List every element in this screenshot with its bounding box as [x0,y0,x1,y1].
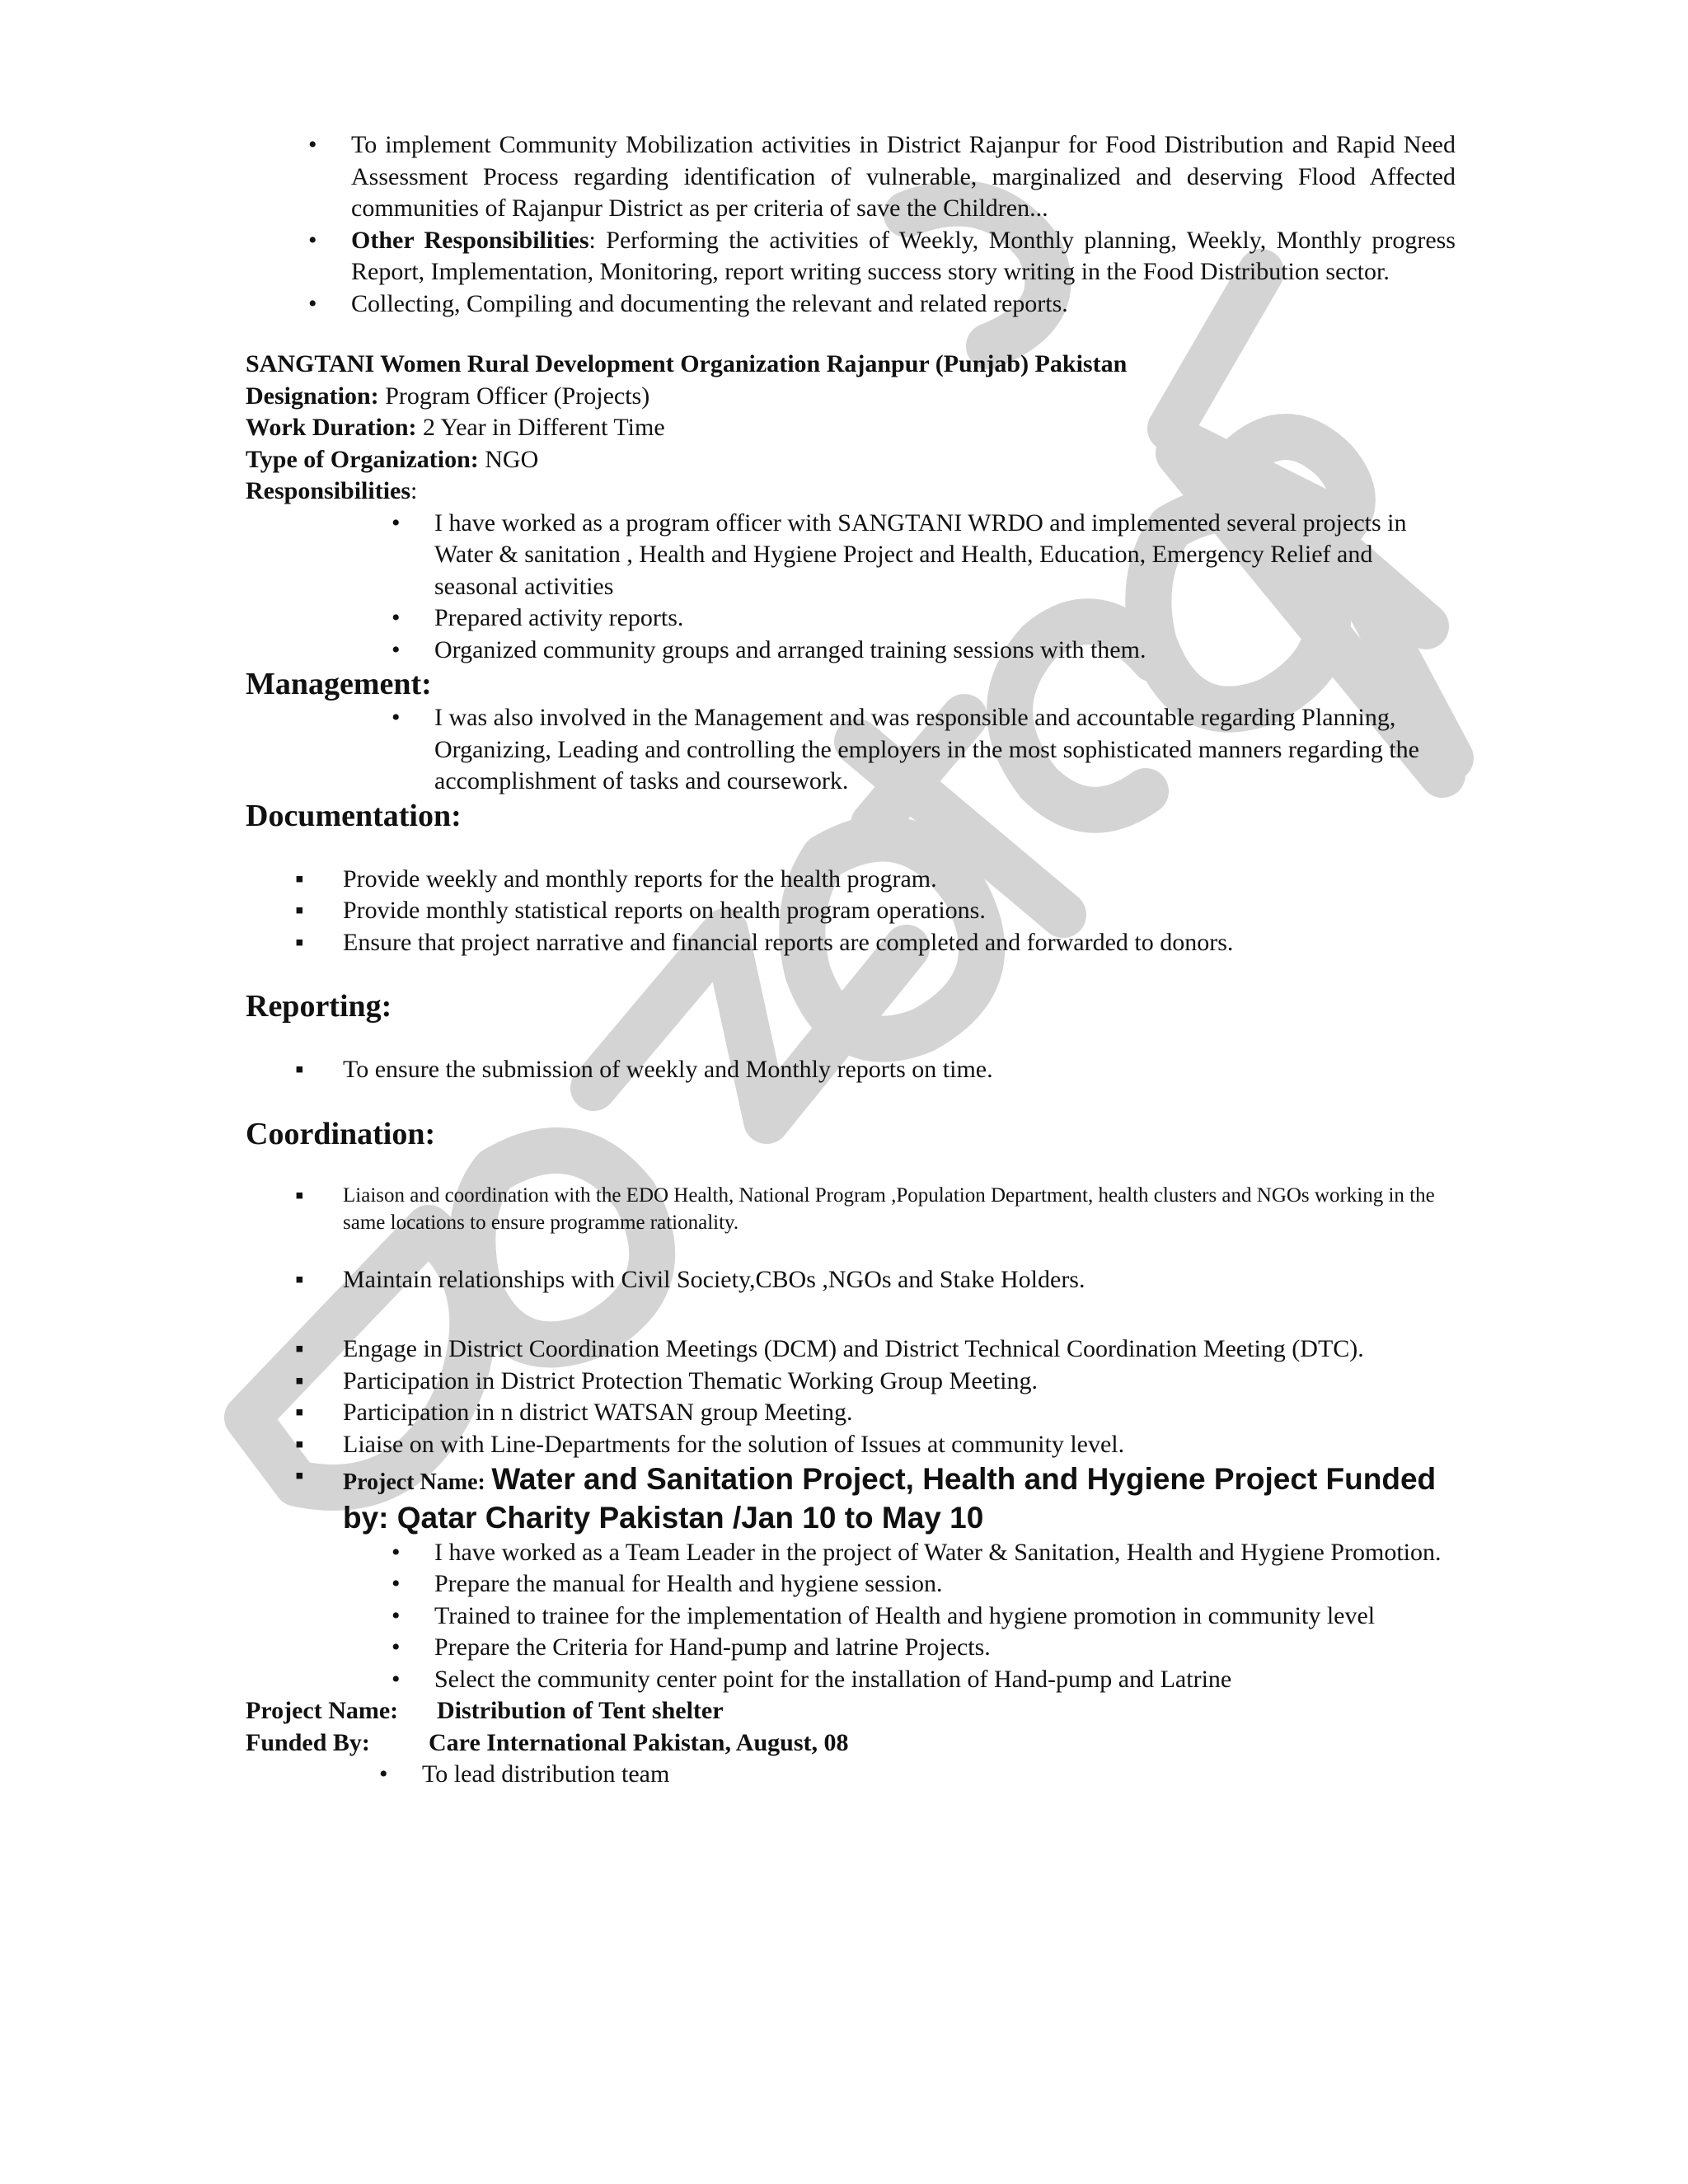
list-item: ▪ Liaise on with Line-Departments for the solution of Issues at community level. [343,1429,1456,1461]
list-item: ▪ Provide weekly and monthly reports for the health program. [343,864,1456,896]
designation-row [246,381,1456,413]
reporting-list [343,1054,1456,1086]
documentation-heading: Documentation: [246,798,462,833]
coordination-heading: Coordination: [246,1116,436,1151]
project-2-name-row [246,1695,1456,1727]
responsibilities-list [434,508,1456,667]
organization-name: SANGTANI Women Rural Development Organization Rajanpur (Punjab) Pakistan [246,350,1128,377]
list-item: • I have worked as a program officer with SANGTANI WRDO and implemented several projects in Water & sanitation , Health and Hygiene Project and Health, Education, Emergency Relief and seasonal activities [434,508,1456,603]
other-responsibilities-text: Performing the activities of Weekly, Monthly planning, Weekly, Monthly progress Report, Implementation, Monitoring, report writing success story writing in the Food Distribution sector. [351,226,1456,285]
project-title-line-1: Water and Sanitation Project, Health and Hygiene Project Funded [491,1462,1437,1496]
project-1-list [434,1537,1456,1696]
list-item: • I was also involved in the Management and was responsible and accountable regarding Planning, Organizing, Leading and controlling the employers in the most sophisticated manners regarding the accomplishment of tasks and coursework. [434,702,1456,798]
funded-by-value: Care International Pakistan, August, 08 [429,1728,849,1756]
coordination-list [343,1182,1456,1236]
list-item: ▪ Ensure that project narrative and financial reports are completed and forwarded to donors. [343,927,1456,959]
responsibilities-label: Responsibilities [246,477,411,504]
list-item: • I have worked as a Team Leader in the project of Water & Sanitation, Health and Hygiene Promotion. [434,1537,1456,1569]
list-item: • Trained to trainee for the implementation of Health and hygiene promotion in community level [434,1601,1456,1633]
organization-type-value: NGO [485,445,539,473]
project-name-item [343,1460,1456,1537]
list-item: • To lead distribution team [422,1759,1456,1791]
resume-page [246,129,1456,1791]
funded-by-label: Funded By: [246,1728,370,1756]
designation-value: Program Officer (Projects) [385,382,650,410]
funded-by-row [246,1727,1456,1760]
documentation-list [343,864,1456,959]
work-duration-row [246,412,1456,444]
list-item: • Organized community groups and arranged training sessions with them. [434,635,1456,667]
list-item: ▪ To ensure the submission of weekly and Monthly reports on time. [343,1054,1456,1086]
coordination-list-3 [343,1333,1456,1537]
top-bullet-list [351,129,1456,320]
project-2-list [422,1759,1456,1791]
other-responsibilities-label: Other Responsibilities [351,226,589,254]
management-list [434,702,1456,798]
management-heading: Management: [246,667,432,701]
project-title-line-2: by: Qatar Charity Pakistan /Jan 10 to May 10 [343,1500,984,1535]
organization-type-row [246,444,1456,476]
project-name-label: Project Name: [343,1469,485,1495]
list-item: ▪ Liaison and coordination with the EDO Health, National Program ,Population Department, health clusters and NGOs working in the same locations to ensure programme rationality. [343,1182,1456,1236]
list-item: ▪ Provide monthly statistical reports on health program operations. [343,895,1456,927]
list-item: • Prepare the manual for Health and hygiene session. [434,1568,1456,1601]
work-duration-value: 2 Year in Different Time [423,414,665,441]
list-item: ▪ Participation in n district WATSAN group Meeting. [343,1397,1456,1429]
work-duration-label: Work Duration: [246,414,417,441]
designation-label: Designation: [246,382,379,410]
project-2-name-label: Project Name: [246,1697,399,1724]
reporting-heading: Reporting: [246,989,392,1024]
list-item: • Collecting, Compiling and documenting the relevant and related reports. [351,288,1456,321]
list-item: • To implement Community Mobilization activities in District Rajanpur for Food Distribution and Rapid Need Assessment Process regarding identification of vulnerable, marginalized and deserving Flood Affected communities of Rajanpur District as per criteria of save the Children... [351,129,1456,225]
list-item: ▪ Participation in District Protection Thematic Working Group Meeting. [343,1366,1456,1398]
coordination-list-2 [343,1264,1456,1296]
project-2-name-value: Distribution of Tent shelter [437,1697,724,1724]
list-item: ▪ Maintain relationships with Civil Society,CBOs ,NGOs and Stake Holders. [343,1264,1456,1296]
list-item: • Prepare the Criteria for Hand-pump and latrine Projects. [434,1632,1456,1664]
organization-type-label: Type of Organization: [246,445,479,473]
list-item: • Prepared activity reports. [434,602,1456,635]
list-item: ▪ Engage in District Coordination Meetings (DCM) and District Technical Coordination Meeting (DTC). [343,1333,1456,1366]
list-item: • Select the community center point for the installation of Hand-pump and Latrine [434,1664,1456,1696]
responsibilities-heading: Responsibilities: [246,477,418,504]
list-item: • Other Responsibilities: Performing the activities of Weekly, Monthly planning, Weekly, Monthly progress Report, Implementation, Monitoring, report writing success story writing in the Food Distribution sector. [351,225,1456,288]
